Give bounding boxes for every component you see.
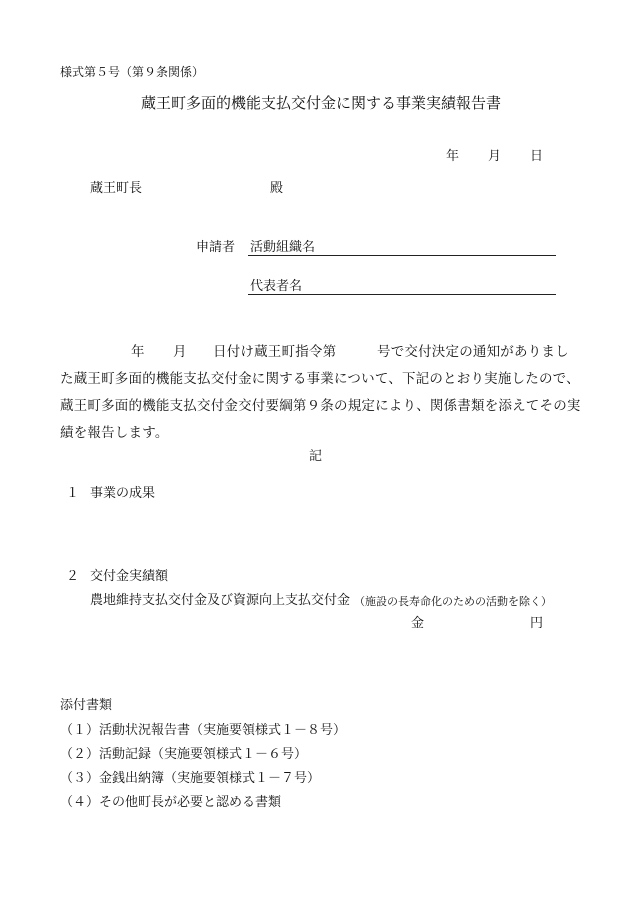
section-2-item-note: （施設の長寿命化のための活動を除く） (354, 595, 552, 608)
date-month: 月 (488, 149, 502, 164)
body-text-1: 日付け蔵王町指令第 (213, 344, 337, 360)
rep-name-label: 代表者名 (250, 279, 303, 294)
section-1-title: 事業の成果 (90, 486, 156, 501)
body-number: 号で交付決定の通知がありまし (377, 344, 569, 360)
org-name-label: 活動組織名 (250, 240, 316, 255)
date-day: 日 (530, 149, 544, 164)
org-name-field[interactable] (248, 255, 556, 256)
amount-kin: 金 (411, 616, 425, 631)
addressee-honorific: 殿 (270, 181, 284, 196)
section-1-number: １ (66, 486, 80, 501)
body-line-3: 蔵王町多面的機能支払交付金交付要綱第９条の規定により、関係書類を添えてその実 (60, 398, 581, 414)
body-month: 月 (173, 344, 187, 360)
rep-name-field[interactable] (248, 294, 556, 295)
attachment-item: （２）活動記録（実施要領様式１－６号） (60, 747, 308, 762)
attachment-item: （１）活動状況報告書（実施要領様式１－８号） (60, 723, 347, 738)
body-year: 年 (131, 344, 145, 360)
body-line-4: 績を報告します。 (60, 425, 169, 441)
addressee-name: 蔵王町長 (90, 181, 143, 196)
attachment-item: （４）その他町長が必要と認める書類 (60, 795, 282, 810)
form-number: 様式第５号（第９条関係） (60, 65, 205, 79)
body-line-2: た蔵王町多面的機能支払交付金に関する事業について、下記のとおり実施したので、 (60, 371, 580, 387)
section-2-number: ２ (66, 569, 80, 584)
ki-heading: 記 (309, 449, 323, 464)
attachments-title: 添付書類 (60, 698, 113, 713)
document-title: 蔵王町多面的機能支払交付金に関する事業実績報告書 (141, 94, 502, 112)
section-2-title: 交付金実績額 (90, 569, 169, 584)
attachment-item: （３）金銭出納簿（実施要領様式１－７号） (60, 771, 321, 786)
applicant-label: 申請者 (196, 240, 236, 255)
section-2-item: 農地維持支払交付金及び資源向上支払交付金 (90, 593, 351, 608)
date-year: 年 (446, 149, 460, 164)
amount-yen: 円 (530, 616, 544, 631)
